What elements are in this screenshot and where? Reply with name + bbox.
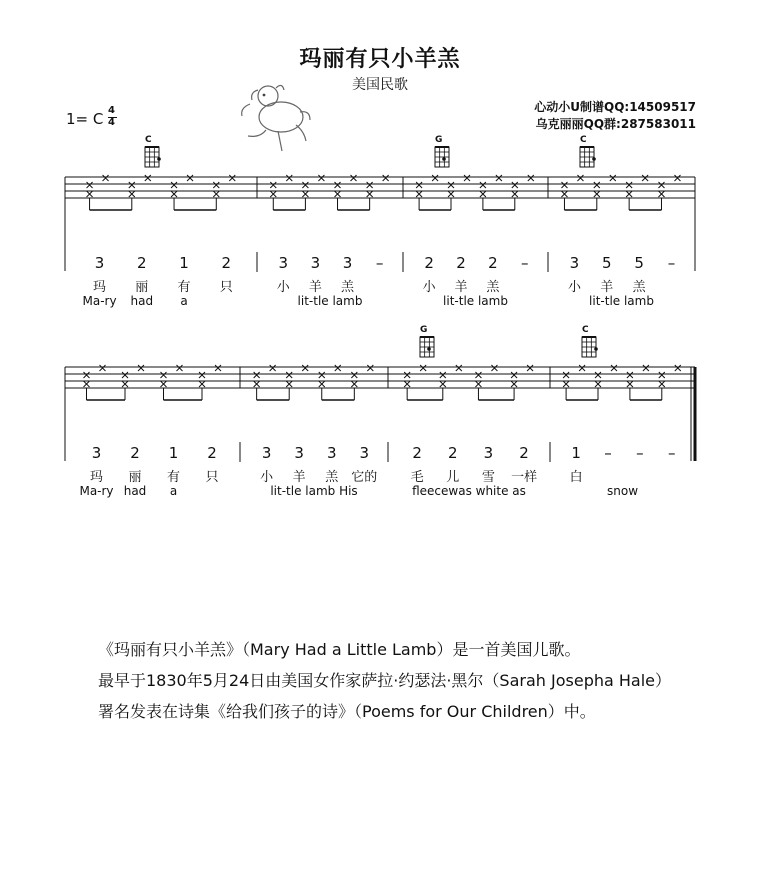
chord-name: C xyxy=(582,325,589,335)
lyric-en: Ma-ry xyxy=(79,484,114,498)
lyric-cn: 玛 xyxy=(93,280,107,295)
lyric-cn: 有 xyxy=(177,280,191,295)
time-signature-top: 4 xyxy=(108,105,115,116)
lyric-en: lit-tle lamb His xyxy=(270,484,358,498)
song-subtitle: 美国民歌 xyxy=(352,77,408,93)
chord-name: C xyxy=(580,135,587,145)
jianpu-note: 3 xyxy=(342,254,353,272)
lyric-cn: 小 xyxy=(567,280,581,295)
lyric-cn: 它的 xyxy=(351,470,378,485)
jianpu-note: 5 xyxy=(634,254,644,272)
jianpu-note: 1 xyxy=(168,444,179,462)
lyric-cn: 羔 xyxy=(325,470,339,485)
lyric-cn: 玛 xyxy=(89,470,104,485)
lyric-en: a xyxy=(180,294,188,308)
key-signature: 1= C xyxy=(66,110,104,128)
jianpu-note: 2 xyxy=(221,254,232,272)
lyric-en: lit-tle lamb xyxy=(589,294,654,308)
jianpu-note: 3 xyxy=(94,254,105,272)
chord-name: G xyxy=(435,135,443,145)
lyric-cn: 丽 xyxy=(128,470,142,485)
chord-finger-dot xyxy=(594,347,598,351)
jianpu-note: 3 xyxy=(278,254,289,272)
jianpu-note: 2 xyxy=(448,444,458,462)
lyric-cn: 小 xyxy=(276,280,290,295)
jianpu-note: 3 xyxy=(569,254,580,272)
jianpu-note: 5 xyxy=(602,254,612,272)
description-line-2: 最早于1830年5月24日由美国女作家萨拉·约瑟法·黑尔（Sarah Josepha Hale） xyxy=(98,671,672,690)
jianpu-note: 2 xyxy=(519,444,529,462)
lyric-en: lit-tle lamb xyxy=(297,294,363,308)
arranger-credit: 心动小U制谱QQ:14509517 xyxy=(534,100,696,114)
jianpu-note: 2 xyxy=(488,254,498,272)
group-credit: 乌克丽丽QQ群:287583011 xyxy=(535,117,696,131)
jianpu-note: 3 xyxy=(310,254,321,272)
lyric-cn: 有 xyxy=(166,470,181,485)
jianpu-note: 2 xyxy=(130,444,140,462)
chord-finger-dot xyxy=(442,157,446,161)
chord-name: G xyxy=(420,325,428,335)
jianpu-note: 3 xyxy=(261,444,272,462)
lyric-cn: 羊 xyxy=(292,470,306,485)
jianpu-note: 3 xyxy=(483,444,494,462)
jianpu-note: 3 xyxy=(326,444,337,462)
lyric-en: lit-tle lamb xyxy=(443,294,508,308)
jianpu-note: 1 xyxy=(179,254,189,272)
jianpu-note: – xyxy=(375,254,384,272)
lyric-cn: 只 xyxy=(219,280,233,295)
jianpu-note: 2 xyxy=(424,254,434,272)
jianpu-note: – xyxy=(668,444,676,462)
jianpu-note: – xyxy=(521,254,529,272)
jianpu-note: 2 xyxy=(412,444,422,462)
lyric-cn: 羔 xyxy=(632,280,646,295)
jianpu-note: 2 xyxy=(207,444,217,462)
lyric-en: Ma-ry xyxy=(82,294,117,308)
jianpu-note: 3 xyxy=(359,444,370,462)
lyric-cn: 只 xyxy=(205,470,219,485)
lyric-cn: 一样 xyxy=(511,470,538,485)
lyric-cn: 羊 xyxy=(308,280,322,295)
lyric-cn: 羊 xyxy=(454,280,468,295)
lyric-en: had xyxy=(123,484,147,498)
jianpu-note: – xyxy=(667,254,676,272)
lyric-cn: 白 xyxy=(569,470,583,485)
description-line-1: 《玛丽有只小羊羔》（Mary Had a Little Lamb）是一首美国儿歌。 xyxy=(98,640,581,659)
chord-name: C xyxy=(145,135,152,145)
jianpu-note: – xyxy=(604,444,612,462)
lyric-cn: 小 xyxy=(422,280,436,295)
song-title: 玛丽有只小羊羔 xyxy=(299,47,461,72)
lyric-cn: 儿 xyxy=(446,470,460,485)
lyric-cn: 雪 xyxy=(481,470,495,485)
lyric-cn: 羔 xyxy=(486,280,500,295)
lyric-cn: 小 xyxy=(260,470,274,485)
jianpu-note: 3 xyxy=(91,444,102,462)
jianpu-note: 2 xyxy=(137,254,147,272)
lyric-en: snow xyxy=(606,484,639,498)
chord-finger-dot xyxy=(592,157,596,161)
description-line-3: 署名发表在诗集《给我们孩子的诗》（Poems for Our Children）中。 xyxy=(98,702,596,721)
lyric-en: a xyxy=(169,484,178,498)
lyric-cn: 羔 xyxy=(341,280,355,295)
jianpu-note: 2 xyxy=(456,254,466,272)
jianpu-note: 1 xyxy=(571,444,581,462)
lyric-cn: 羊 xyxy=(600,280,614,295)
time-signature-bottom: 4 xyxy=(108,117,115,128)
lyric-en: fleecewas white as xyxy=(412,484,526,498)
lyric-cn: 丽 xyxy=(135,280,149,295)
lyric-cn: 毛 xyxy=(410,470,424,485)
chord-finger-dot xyxy=(427,347,431,351)
jianpu-note: 3 xyxy=(294,444,304,462)
chord-finger-dot xyxy=(157,157,161,161)
lyric-en: had xyxy=(130,294,154,308)
jianpu-note: – xyxy=(636,444,644,462)
